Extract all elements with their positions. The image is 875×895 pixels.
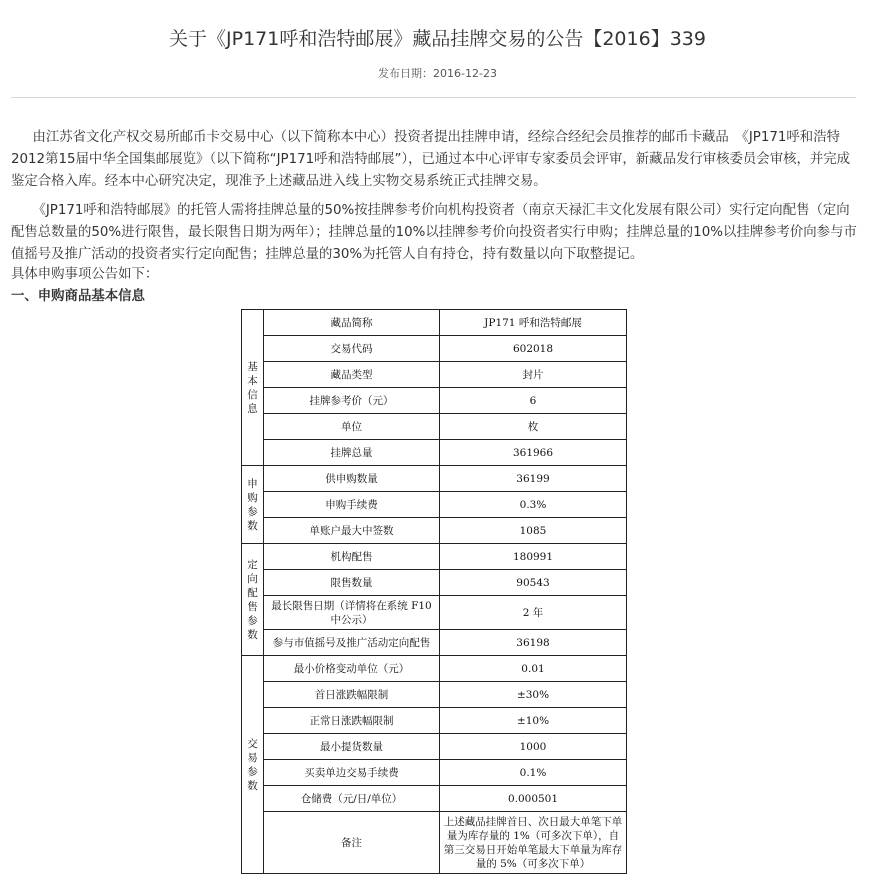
row-label: 藏品简称 xyxy=(264,310,440,336)
row-value: 602018 xyxy=(440,336,627,362)
table-row xyxy=(242,786,627,812)
table-row xyxy=(242,388,627,414)
row-label: 机构配售 xyxy=(264,544,440,570)
row-label: 挂牌参考价（元） xyxy=(264,388,440,414)
publish-date: 2016-12-23 xyxy=(433,67,497,80)
row-label: 首日涨跌幅限制 xyxy=(264,682,440,708)
row-label: 供申购数量 xyxy=(264,466,440,492)
row-label: 最长限售日期（详情将在系统 F10 中公示） xyxy=(264,596,440,630)
row-label: 限售数量 xyxy=(264,570,440,596)
row-value: ±10% xyxy=(440,708,627,734)
row-value: 0.000501 xyxy=(440,786,627,812)
table-row xyxy=(242,682,627,708)
row-label: 申购手续费 xyxy=(264,492,440,518)
row-label: 正常日涨跌幅限制 xyxy=(264,708,440,734)
row-value: JP171 呼和浩特邮展 xyxy=(440,310,627,336)
row-value: 36198 xyxy=(440,630,627,656)
group-label-basic: 基本信息 xyxy=(242,310,264,466)
publish-date-line xyxy=(0,65,875,81)
row-label: 参与市值摇号及推广活动定向配售 xyxy=(264,630,440,656)
row-value: ±30% xyxy=(440,682,627,708)
table-row xyxy=(242,310,627,336)
row-label: 藏品类型 xyxy=(264,362,440,388)
row-label: 买卖单边交易手续费 xyxy=(264,760,440,786)
row-value-note: 上述藏品挂牌首日、次日最大单笔下单量为库存量的 1%（可多次下单），自第三交易日开始单笔最大下单量为库存量的 5%（可多次下单） xyxy=(440,812,627,874)
table-row xyxy=(242,544,627,570)
table-row xyxy=(242,440,627,466)
row-label: 备注 xyxy=(264,812,440,874)
table-row xyxy=(242,630,627,656)
row-value: 180991 xyxy=(440,544,627,570)
details-intro: 具体申购事项公告如下： xyxy=(11,267,159,282)
row-value: 2 年 xyxy=(440,596,627,630)
group-label-trade: 交易参数 xyxy=(242,656,264,874)
row-value: 封片 xyxy=(440,362,627,388)
paragraph-intro: 由江苏省文化产权交易所邮币卡交易中心（以下简称本中心）投资者提出挂牌申请，经综合经纪会员推荐的邮币卡藏品 《JP171呼和浩特2012第15届中华全国集邮展览》（以下简称“JP171呼和浩特邮展”），已通过本中心评审专家委员会评审，新藏品发行审核委员会审核，并完成鉴定合格入库。经本中心研究决定，现准予上述藏品进入线上实物交易系统正式挂牌交易。 xyxy=(11,130,851,189)
row-value: 361966 xyxy=(440,440,627,466)
row-label: 仓储费（元/日/单位） xyxy=(264,786,440,812)
row-value: 枚 xyxy=(440,414,627,440)
row-label: 最小提货数量 xyxy=(264,734,440,760)
row-value: 90543 xyxy=(440,570,627,596)
table-row xyxy=(242,362,627,388)
row-label: 单位 xyxy=(264,414,440,440)
row-label: 挂牌总量 xyxy=(264,440,440,466)
row-value: 0.3% xyxy=(440,492,627,518)
table-row xyxy=(242,760,627,786)
table-row xyxy=(242,336,627,362)
table-row xyxy=(242,518,627,544)
table-row xyxy=(242,492,627,518)
table-row xyxy=(242,596,627,630)
row-label: 交易代码 xyxy=(264,336,440,362)
publish-date-label: 发布日期： xyxy=(378,67,434,80)
table-row xyxy=(242,570,627,596)
table-row xyxy=(242,656,627,682)
row-value: 0.01 xyxy=(440,656,627,682)
row-value: 36199 xyxy=(440,466,627,492)
group-label-placement: 定向配售参数 xyxy=(242,544,264,656)
paragraph-allocation: 《JP171呼和浩特邮展》的托管人需将挂牌总量的50%按挂牌参考价向机构投资者（南京天禄汇丰文化发展有限公司）实行定向配售（定向配售总数量的50%进行限售，最长限售日期为两年）；挂牌总量的10%以挂牌参考价向投资者实行申购；挂牌总量的10%以挂牌参考价向参与市值摇号及推广活动的投资者实行定向配售；挂牌总量的30%为托管人自有持仓，持有数量以向下取整提记。 xyxy=(11,203,857,262)
row-value: 0.1% xyxy=(440,760,627,786)
table-row xyxy=(242,812,627,874)
section-heading: 一、申购商品基本信息 xyxy=(11,289,145,304)
row-label: 最小价格变动单位（元） xyxy=(264,656,440,682)
info-table xyxy=(241,309,627,874)
table-row xyxy=(242,708,627,734)
row-value: 6 xyxy=(440,388,627,414)
group-label-subscribe: 申购参数 xyxy=(242,466,264,544)
row-value: 1085 xyxy=(440,518,627,544)
table-row xyxy=(242,414,627,440)
row-label: 单账户最大中签数 xyxy=(264,518,440,544)
title-divider xyxy=(11,97,856,98)
table-row xyxy=(242,734,627,760)
table-row xyxy=(242,466,627,492)
row-value: 1000 xyxy=(440,734,627,760)
page-title: 关于《JP171呼和浩特邮展》藏品挂牌交易的公告【2016】339 xyxy=(169,28,706,50)
